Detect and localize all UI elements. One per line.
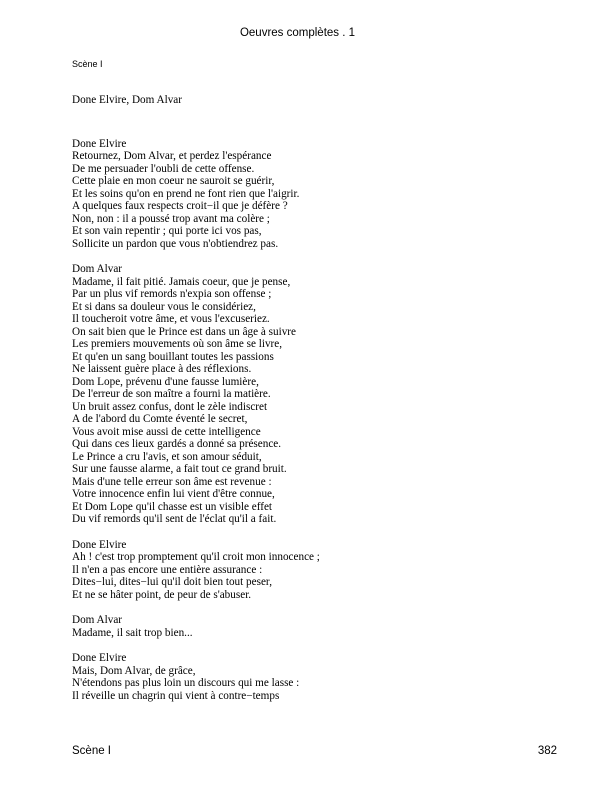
verse-line: Dom Lope, prévenu d'une fausse lumière, [72,375,259,388]
play-text [72,94,542,702]
verse-line: Madame, il sait trop bien... [72,626,193,639]
speaker-name: Dom Alvar [72,263,123,275]
running-header: Oeuvres complètes . 1 [239,27,356,39]
verse-line: Et Dom Lope qu'il chasse est un visible effet [72,500,273,513]
verse-line: A quelques faux respects croit−il que je défère ? [72,200,288,212]
verse-line: Et qu'en un sang bouillant toutes les passions [72,350,274,363]
spacer [72,526,542,539]
verse-line: De l'erreur de son maître a fourni la matière. [72,388,271,400]
verse-line: Le Prince a cru l'avis, et son amour séduit, [72,450,262,463]
verse-line: De me persuader l'oubli de cette offense. [72,162,255,175]
speech-4 [72,614,542,639]
verse-line: Il toucheroit votre âme, et vous l'excuseriez. [72,313,270,325]
verse-line: Sollicite un pardon que vous n'obtiendrez pas. [72,237,279,250]
speech-1 [72,138,542,251]
speech-3 [72,539,542,602]
speaker-name: Done Elvire [72,137,127,150]
speaker-name: Done Elvire [72,538,127,551]
scene-label: Scène I [72,59,103,69]
verse-line: Non, non : il a poussé trop avant ma colère ; [72,212,270,225]
verse-line: Dites−lui, dites−lui qu'il doit bien tout peser, [72,576,273,588]
verse-line: Sur une fausse alarme, a fait tout ce grand bruit. [72,463,287,475]
verse-line: On sait bien que le Prince est dans un âge à suivre [72,325,296,338]
verse-line: Et si dans sa douleur vous le considériez, [72,300,256,313]
spacer [72,601,542,614]
verse-line: Et ne se hâter point, de peur de s'abuser. [72,588,252,601]
verse-line: Ne laissent guère place à des réflexions. [72,363,252,375]
verse-line: Par un plus vif remords n'expia son offense ; [72,288,272,300]
verse-line: Retournez, Dom Alvar, et perdez l'espérance [72,150,272,162]
verse-line: Et son vain repentir ; qui porte ici vos pas, [72,225,262,237]
verse-line: Il n'en a pas encore une entière assurance : [72,563,263,576]
verse-line: Mais d'une telle erreur son âme est revenue : [72,475,272,488]
verse-line: Votre innocence enfin lui vient d'être connue, [72,488,275,500]
verse-line: A de l'abord du Comte éventé le secret, [72,413,248,425]
verse-line: N'étendons pas plus loin un discours qui me lasse : [72,677,300,689]
spacer [72,107,542,138]
verse-line: Vous avoit mise aussi de cette intelligence [72,425,261,438]
footer-scene-label: Scène I [72,745,111,757]
speech-5 [72,652,542,702]
verse-line: Ah ! c'est trop promptement qu'il croit mon innocence ; [72,551,320,563]
speech-2 [72,263,542,526]
verse-line: Madame, il fait pitié. Jamais coeur, que je pense, [72,275,291,288]
characters-line: Done Elvire, Dom Alvar [72,94,182,106]
verse-line: Qui dans ces lieux gardés a donné sa présence. [72,438,282,450]
spacer [72,250,542,263]
speaker-name: Done Elvire [72,652,127,664]
page-number: 382 [537,745,557,757]
verse-line: Mais, Dom Alvar, de grâce, [72,664,196,677]
verse-line: Du vif remords qu'il sent de l'éclat qu'il a fait. [72,513,277,525]
spacer [72,639,542,652]
verse-line: Un bruit assez confus, dont le zèle indiscret [72,400,268,413]
verse-line: Et les soins qu'on en prend ne font rien que l'aigrir. [72,187,300,200]
verse-line: Cette plaie en mon coeur ne sauroit se guérir, [72,175,275,187]
verse-line: Les premiers mouvements où son âme se livre, [72,338,283,350]
speaker-name: Dom Alvar [72,614,123,626]
verse-line: Il réveille un chagrin qui vient à contre−temps [72,689,280,702]
